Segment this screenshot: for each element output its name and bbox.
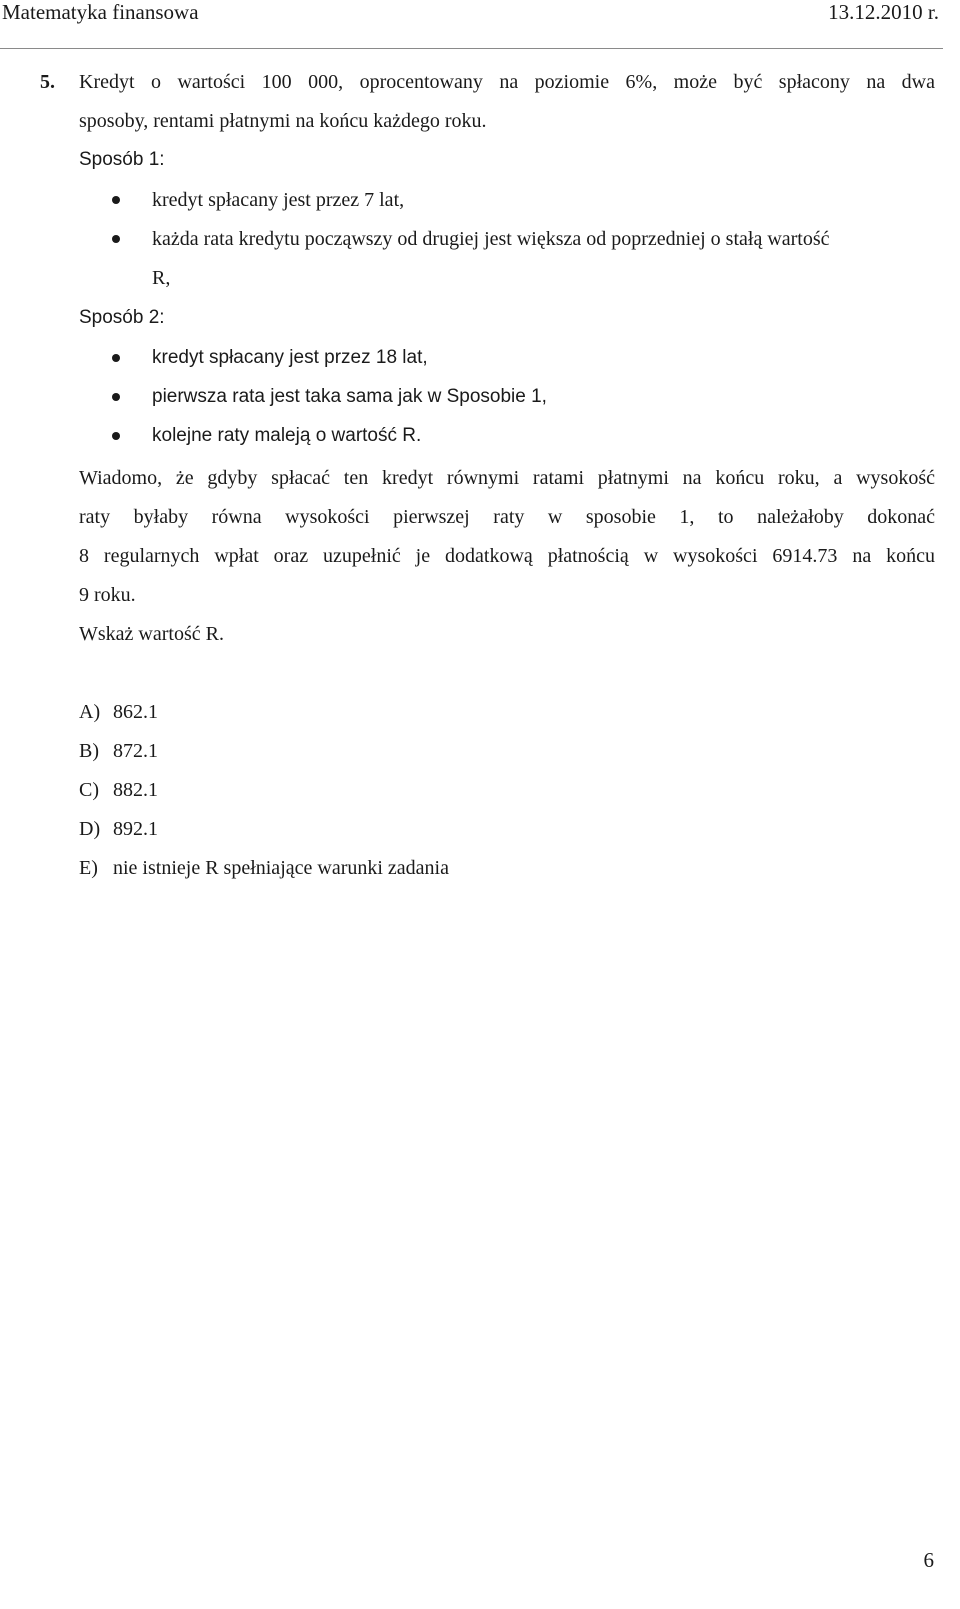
method-1-heading: Sposób 1: [79, 149, 165, 170]
problem-intro-line-2: sposoby, rentami płatnymi na końcu każdego roku. [79, 110, 487, 132]
method-2-heading: Sposób 2: [79, 307, 165, 328]
bullet-icon [112, 393, 120, 401]
option-value: 872.1 [113, 740, 158, 762]
option-letter: C) [79, 779, 99, 801]
option-letter: A) [79, 701, 101, 723]
option-letter: E) [79, 857, 98, 879]
paragraph-line-4: 9 roku. [79, 584, 136, 606]
method-2-item-1: kredyt spłacany jest przez 18 lat, [152, 347, 428, 368]
bullet-icon [112, 235, 120, 243]
option-letter: D) [79, 818, 101, 840]
problem-number: 5. [40, 71, 55, 93]
method-1-item-2: każda rata kredytu począwszy od drugiej jest większa od poprzedniej o stałą wartość [152, 228, 830, 250]
method-1-item-2-cont: R, [152, 267, 171, 289]
bullet-icon [112, 196, 120, 204]
paragraph-line-2: raty byłaby równa wysokości pierwszej raty w sposobie 1, to należałoby dokonać [79, 506, 935, 528]
bullet-icon [112, 354, 120, 362]
method-1-item-1: kredyt spłacany jest przez 7 lat, [152, 189, 405, 211]
header-title: Matematyka finansowa [2, 0, 199, 24]
option-value: 882.1 [113, 779, 158, 801]
option-value: 892.1 [113, 818, 158, 840]
option-value: 862.1 [113, 701, 158, 723]
option-letter: B) [79, 740, 99, 762]
option-value: nie istnieje R spełniające warunki zadania [113, 857, 449, 879]
page-number: 6 [923, 1548, 934, 1572]
method-2-item-3: kolejne raty maleją o wartość R. [152, 425, 422, 446]
question: Wskaż wartość R. [79, 623, 224, 645]
paragraph-line-1: Wiadomo, że gdyby spłacać ten kredyt równymi ratami płatnymi na końcu roku, a wysokość [79, 467, 935, 489]
page-header [0, 0, 943, 49]
paragraph-line-3: 8 regularnych wpłat oraz uzupełnić je dodatkową płatnością w wysokości 6914.73 na końcu [79, 545, 935, 567]
header-date: 13.12.2010 r. [828, 0, 939, 24]
problem-intro-line-1: Kredyt o wartości 100 000, oprocentowany na poziomie 6%, może być spłacony na dwa [79, 71, 935, 93]
method-2-item-2: pierwsza rata jest taka sama jak w Sposobie 1, [152, 386, 547, 407]
bullet-icon [112, 432, 120, 440]
